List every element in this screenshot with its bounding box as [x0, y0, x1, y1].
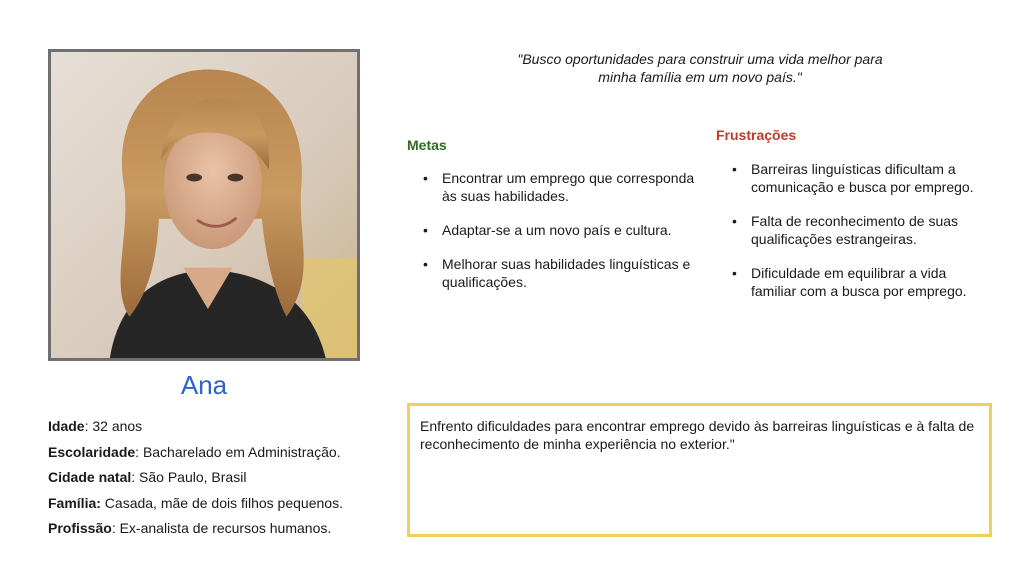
quote-line: "Busco oportunidades para construir uma vida melhor para	[517, 51, 883, 67]
goal-item: • Adaptar-se a um novo país e cultura.	[423, 221, 708, 239]
persona-quote	[480, 50, 920, 86]
goal-item: • Encontrar um emprego que corresponda às suas habilidades.	[423, 169, 708, 205]
goals-heading: Metas	[407, 137, 447, 153]
detail-profession: Profissão: Ex-analista de recursos humanos.	[48, 520, 332, 536]
persona-name: Ana	[180, 370, 228, 400]
persona-photo	[48, 49, 360, 361]
detail-label: Cidade natal	[48, 469, 132, 485]
quote-line: minha família em um novo país."	[598, 69, 802, 85]
detail-value: 32 anos	[92, 418, 143, 434]
scenario-box	[407, 403, 992, 537]
persona-portrait-image	[51, 52, 357, 358]
detail-label: Idade	[48, 418, 85, 434]
frustrations-list	[732, 160, 994, 316]
detail-label: Família:	[48, 494, 101, 511]
detail-value: Ex-analista de recursos humanos.	[119, 520, 332, 536]
frustration-item: • Barreiras linguísticas dificultam a comunicação e busca por emprego.	[732, 160, 994, 196]
detail-label: Escolaridade	[48, 443, 136, 460]
goals-list	[423, 169, 708, 307]
detail-value: Bacharelado em Administração.	[142, 443, 341, 460]
detail-label: Profissão	[48, 520, 112, 536]
frustration-item: • Dificuldade em equilibrar a vida familiar com a busca por emprego.	[732, 264, 994, 300]
scenario-text: Enfrento dificuldades para encontrar emprego devido às barreiras linguísticas e à falta de reconhecimento de minha experiência no exterior."	[420, 418, 975, 452]
detail-value: Casada, mãe de dois filhos pequenos.	[104, 494, 343, 511]
frustrations-heading: Frustrações	[716, 127, 797, 143]
goal-item: • Melhorar suas habilidades linguísticas e qualificações.	[423, 255, 708, 291]
persona-details	[48, 414, 343, 542]
detail-value: São Paulo, Brasil	[139, 469, 247, 485]
detail-education: Escolaridade: Bacharelado em Administração.	[48, 443, 341, 460]
frustration-item: • Falta de reconhecimento de suas qualificações estrangeiras.	[732, 212, 994, 248]
detail-age: Idade: 32 anos	[48, 418, 143, 434]
detail-hometown: Cidade natal: São Paulo, Brasil	[48, 469, 247, 485]
detail-family	[48, 491, 343, 517]
